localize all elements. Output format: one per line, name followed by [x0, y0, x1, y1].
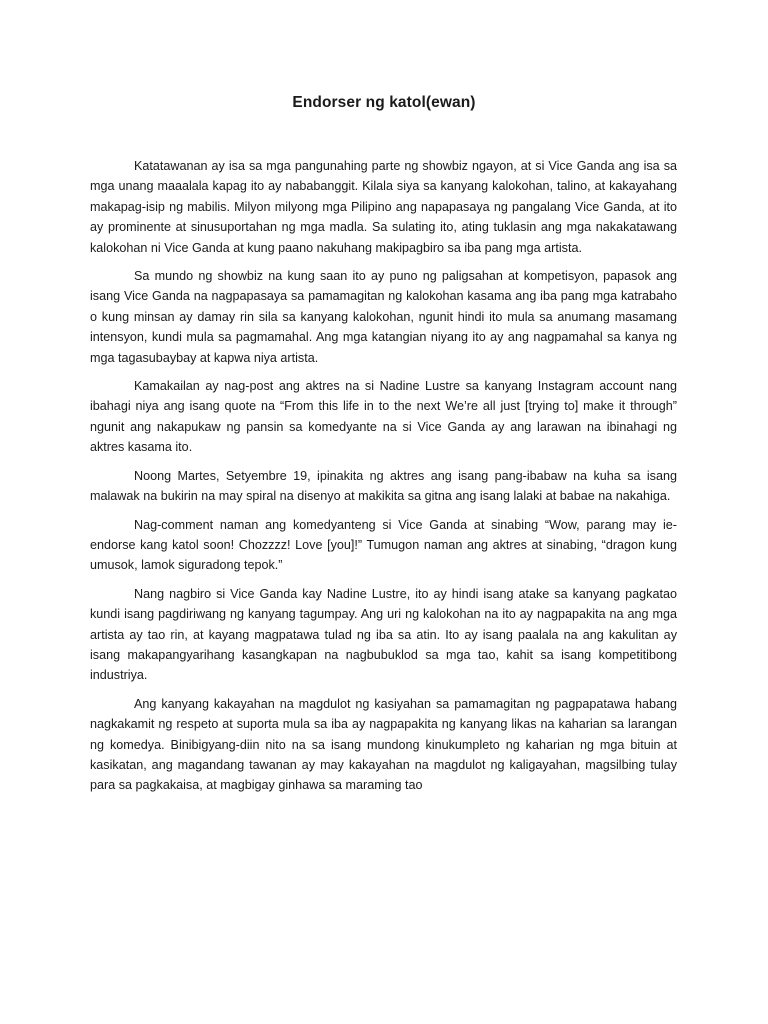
document-body — [90, 156, 677, 804]
paragraph-4: Noong Martes, Setyembre 19, ipinakita ng aktres ang isang pang-ibabaw na kuha sa isang malawak na bukirin na may spiral na disenyo at makikita sa gitna ang isang lalaki at babae na nakahiga. — [90, 468, 677, 504]
paragraph-6: Nang nagbiro si Vice Ganda kay Nadine Lustre, ito ay hindi isang atake sa kanyang pagkatao kundi isang pagdiriwang ng kanyang tagumpay. Ang uri ng kalokohan na ito ay nagpapakita na ang mga artista ay tao rin, at kayang magpatawa tulad ng iba sa atin. Ito ay isang paalala na ang kakulitan ay isang makapangyarihang kasangkapan na nagbubuklod sa mga tao, kahit sa isang kompetitibong industriya. — [90, 586, 677, 683]
paragraph-3: Kamakailan ay nag-post ang aktres na si Nadine Lustre sa kanyang Instagram account nang ibahagi niya ang isang quote na “From this life in to the next We’re all just [trying to] make it through” ngunit ang nakapukaw ng pansin sa komedyante na si Vice Ganda ay ang larawan na ibinahagi ng aktres kasama ito. — [90, 379, 677, 455]
paragraph-5: Nag-comment naman ang komedyanteng si Vice Ganda at sinabing “Wow, parang may ie-endorse kang katol soon! Chozzzz! Love [you]!” Tumugon naman ang aktres at sinabing, “dragon kung umusok, lamok siguradong tepok.” — [90, 517, 677, 573]
paragraph-7: Ang kanyang kakayahan na magdulot ng kasiyahan sa pamamagitan ng pagpapatawa habang nagkakamit ng respeto at suporta mula sa iba ay nagpapakita ng kanyang likas na kaharian sa larangan ng komedya. Binibigyang-diin nito na sa isang mundong kinukumpleto ng kaharian ng mga bituin at kasikatan, ang magandang tawanan ay may kakayahan na magdulot ng kaligayahan, magsilbing tulay para sa pagkakaisa, at magbigay ginhawa sa maraming tao — [90, 696, 677, 793]
paragraph-1: Katatawanan ay isa sa mga pangunahing parte ng showbiz ngayon, at si Vice Ganda ang isa sa mga unang maaalala kapag ito ay nababanggit. Kilala siya sa kanyang kalokohan, talino, at kakayahang makapag-isip ng mabilis. Milyon milyong mga Pilipino ang napapasaya ng pangalang Vice Ganda, at ito ay prominente at sinusuportahan ng mga madla. Sa sulating ito, ating tuklasin ang mga nakakatawang kalokohan ni Vice Ganda at kung paano nakuhang makipagbiro sa iba pang mga artista. — [90, 159, 677, 255]
paragraph-2: Sa mundo ng showbiz na kung saan ito ay puno ng paligsahan at kompetisyon, papasok ang isang Vice Ganda na nagpapasaya sa pamamagitan ng kalokohan kasama ang iba pang mga katrabaho o kung minsan ay damay rin sila sa kanyang kalokohan, ngunit hindi ito mula sa anumang masamang intensyon, kundi mula sa pagmamahal. Ang mga katangian niyang ito ay ang nagpamahal sa kanya ng mga tagasubaybay at kapwa niya artista. — [90, 269, 677, 365]
document-title: Endorser ng katol(ewan) — [292, 94, 476, 111]
